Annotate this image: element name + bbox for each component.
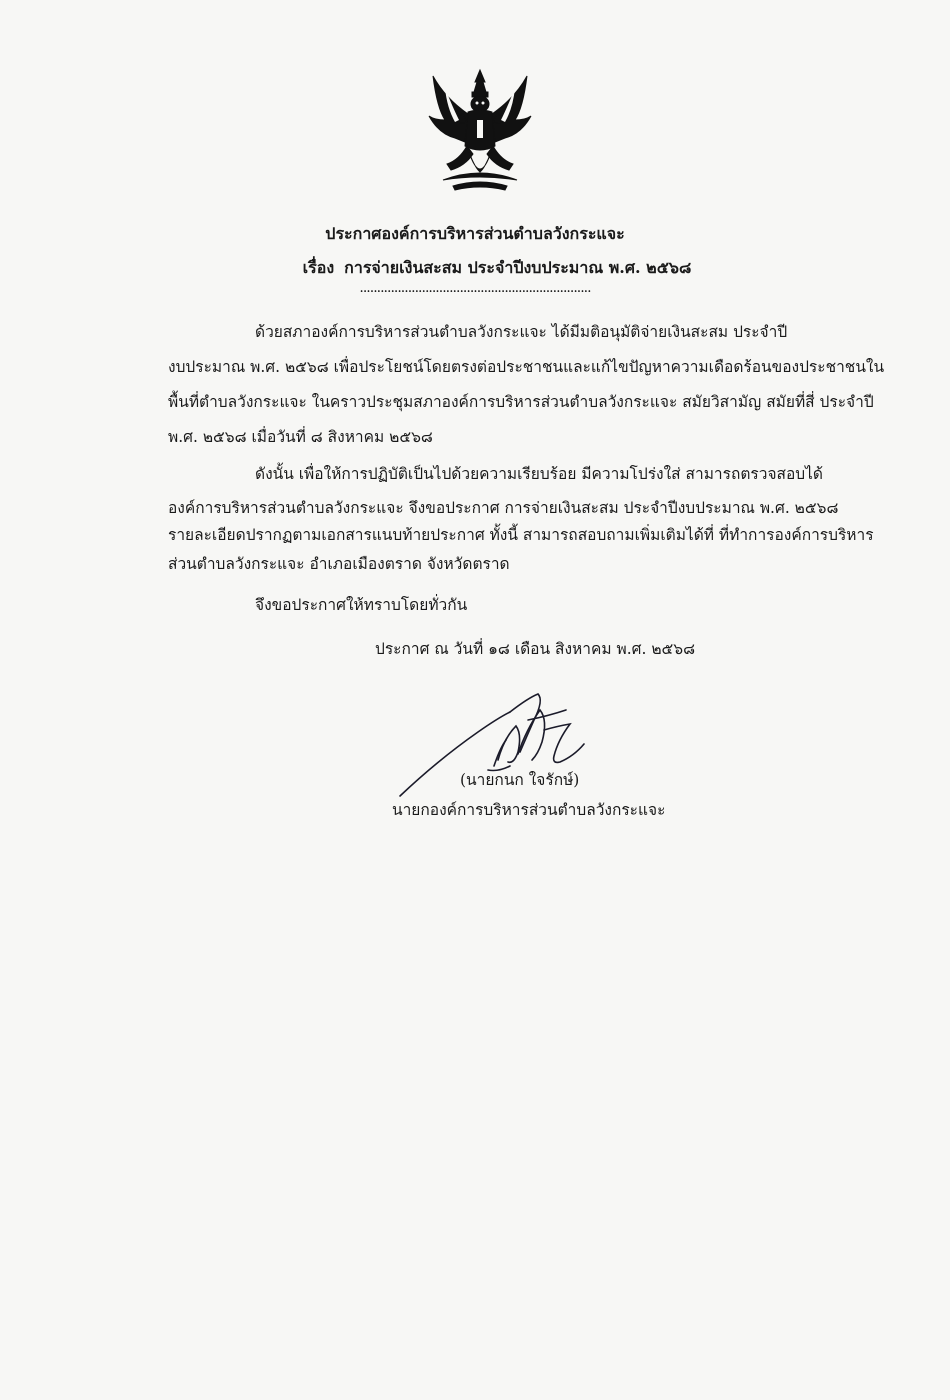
closing-line: จึงขอประกาศให้ทราบโดยทั่วกัน	[255, 596, 468, 614]
paragraph-2-line-2: องค์การบริหารส่วนตำบลวังกระแจะ จึงขอประกาศ การจ่ายเงินสะสม ประจำปีงบประมาณ พ.ศ. ๒๕๖๘	[168, 499, 839, 517]
paragraph-2-line-3: รายละเอียดปรากฏตามเอกสารแนบท้ายประกาศ ทั้งนี้ สามารถสอบถามเพิ่มเติมได้ที่ ที่ทำการองค์การบริหาร	[168, 526, 874, 544]
signer-title: นายกองค์การบริหารส่วนตำบลวังกระแจะ	[392, 801, 666, 819]
announcement-title: ประกาศองค์การบริหารส่วนตำบลวังกระแจะ	[325, 224, 625, 243]
paragraph-1-line-4: พ.ศ. ๒๕๖๘ เมื่อวันที่ ๘ สิงหาคม ๒๕๖๘	[168, 428, 433, 446]
announcement-subject-line	[22, 256, 950, 281]
paragraph-2-line-4: ส่วนตำบลวังกระแจะ อำเภอเมืองตราด จังหวัดตราด	[168, 555, 510, 573]
subject-label: เรื่อง	[302, 258, 335, 277]
paragraph-1-line-1: ด้วยสภาองค์การบริหารส่วนตำบลวังกระแจะ ได้มีมติอนุมัติจ่ายเงินสะสม ประจำปี	[255, 323, 788, 341]
subject-text: การจ่ายเงินสะสม ประจำปีงบประมาณ พ.ศ. ๒๕๖๘	[344, 258, 692, 277]
signer-name: (นายกนก ใจรักษ์)	[460, 771, 580, 789]
paragraph-2-line-1: ดังนั้น เพื่อให้การปฏิบัติเป็นไปด้วยความเรียบร้อย มีความโปร่งใส่ สามารถตรวจสอบได้	[255, 465, 823, 483]
announce-date: ประกาศ ณ วันที่ ๑๘ เดือน สิงหาคม พ.ศ. ๒๕๖๘	[375, 640, 696, 658]
paragraph-1-line-3: พื้นที่ตำบลวังกระแจะ ในคราวประชุมสภาองค์การบริหารส่วนตำบลวังกระแจะ สมัยวิสามัญ สมัยที่สี่ ประจำปี	[168, 393, 874, 411]
paragraph-1-line-2: งบประมาณ พ.ศ. ๒๕๖๘ เพื่อประโยชน์โดยตรงต่อประชาชนและแก้ไขปัญหาความเดือดร้อนของประชาชนใน	[168, 358, 885, 376]
title-divider: ...................................................................	[359, 280, 591, 296]
garuda-emblem-icon	[425, 68, 535, 198]
